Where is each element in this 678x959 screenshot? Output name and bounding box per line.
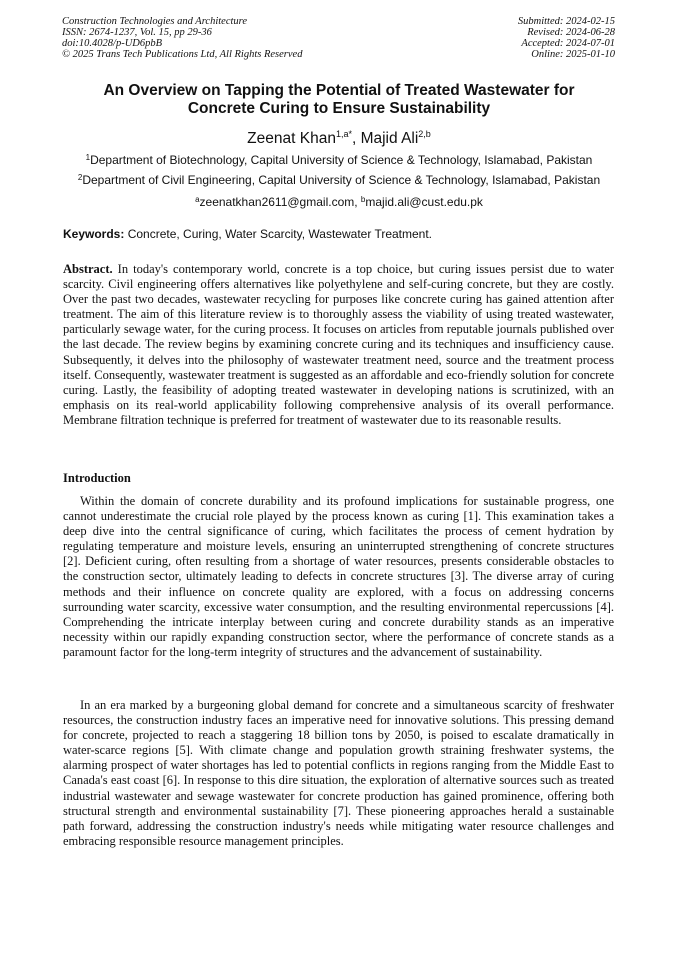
title-line-2: Concrete Curing to Ensure Sustainability xyxy=(187,100,491,117)
author-1-affiliation-marker: 1,a* xyxy=(335,129,352,139)
section-heading-introduction: Introduction xyxy=(63,471,131,485)
journal-name: Construction Technologies and Architecture xyxy=(62,16,248,27)
revised-date: Revised: 2024-06-28 xyxy=(527,27,615,38)
abstract-label: Abstract. xyxy=(63,262,113,276)
journal-info xyxy=(62,16,302,60)
keywords xyxy=(63,227,618,242)
email-a[interactable]: zeenatkhan2611@gmail.com, xyxy=(199,195,361,209)
affiliation-2 xyxy=(40,171,638,187)
keywords-label: Keywords: xyxy=(63,227,125,241)
affiliation-1-text: Department of Biotechnology, Capital University of Science & Technology, Islamabad, Pakistan xyxy=(90,153,593,167)
author-separator: , xyxy=(351,130,361,147)
paper-title xyxy=(60,82,618,118)
introduction-paragraph-2: In an era marked by a burgeoning global demand for concrete and a simultaneous scarcity of freshwater resources, the construction industry faces an imperative need for innovative solutions. This pressing demand for concrete, projected to reach a staggering 18 billion tons by 2050, is poised to escalate dramatically in water-scarce regions [5]. With climate change and population growth straining freshwater systems, the alarming prospect of water shortages has led to potential conflicts in regions ranging from the Middle East to Canada's east coast [6]. In response to this dire situation, the exploration of alternative sources such as treated industrial wastewater and sewage wastewater for concrete production has gained prominence, offering both structural strength and environmental sustainability [7]. These pioneering approaches herald a sustainable path forward, addressing the construction industry's needs while mitigating water resource challenges and embracing responsible resource management principles. xyxy=(63,698,614,848)
email-b[interactable]: majid.ali@cust.edu.pk xyxy=(365,195,483,209)
email-a-marker: a xyxy=(195,195,200,204)
affiliation-2-marker: 2 xyxy=(77,173,83,182)
introduction-paragraph-1: Within the domain of concrete durability and its profound implications for sustainable progress, one cannot underestimate the crucial role played by the process known as curing [1]. This examination takes a deep dive into the central significance of curing, which facilitates the process of cement hydration by regulating temperature and moisture levels, ensuring an uninterrupted strengthening of concrete structures [2]. Deficient curing, often resulting from a shortage of water resources, presents considerable obstacles to the construction sector, ultimately leading to defects in concrete structures [3]. The diverse array of curing methods and their influence on concrete quality are explored, with a focus on addressing concerns surrounding water scarcity, excessive water consumption, and the resulting environmental repercussions [4]. Comprehending the intricate interplay between curing and concrete durability stands as an imperative necessity within our rapidly expanding construction sector, where the performance of concrete stands as a paramount factor for the long-term integrity of structures and the advancement of sustainability. xyxy=(63,494,614,659)
email-b-marker: b xyxy=(360,195,366,204)
issn-volume: ISSN: 2674-1237, Vol. 15, pp 29-36 xyxy=(62,27,212,38)
author-2-affiliation-marker: 2,b xyxy=(418,129,431,139)
online-date: Online: 2025-01-10 xyxy=(531,49,615,60)
doi[interactable]: doi:10.4028/p-UD6pbB xyxy=(62,38,163,49)
author-1-name: Zeenat Khan xyxy=(247,130,336,147)
affiliation-1 xyxy=(40,151,638,167)
copyright: © 2025 Trans Tech Publications Ltd, All Rights Reserved xyxy=(62,49,303,60)
accepted-date: Accepted: 2024-07-01 xyxy=(521,38,615,49)
title-line-1: An Overview on Tapping the Potential of Treated Wastewater for xyxy=(103,82,575,99)
affiliation-1-marker: 1 xyxy=(85,153,91,162)
affiliation-2-text: Department of Civil Engineering, Capital University of Science & Technology, Islamabad, Pakistan xyxy=(82,173,601,187)
abstract xyxy=(63,262,614,428)
author-2-name: Majid Ali xyxy=(360,130,419,147)
author-emails xyxy=(40,193,638,209)
abstract-text: In today's contemporary world, concrete is a top choice, but curing issues persist due to water scarcity. Civil engineering offers alternatives like polyethylene and self-curing concrete, but they are costly. Over the past two decades, wastewater recycling for purposes like concrete curing has gained attention after treatment. The aim of this literature review is to thoroughly assess the viability of using treated wastewater, particularly sewage water, for the curing process. It focuses on articles from reputable journals published over the last decade. The review begins by examining concrete curing and its techniques and insufficiency cause. Subsequently, it delves into the philosophy of wastewater treatment need, source and the treatment process itself. Consequently, wastewater treatment is suggested as an affordable and eco-friendly solution for concrete curing. Lastly, the feasibility of adopting treated wastewater in developing nations is scrutinized, with an emphasis on its real-world applicability following comprehensive analysis of its overall performance. Membrane filtration technique is preferred for treatment of wastewater due to its reasonable results. xyxy=(63,262,614,427)
publication-dates xyxy=(518,16,615,60)
keywords-text: Concrete, Curing, Water Scarcity, Wastewater Treatment. xyxy=(124,227,433,241)
submitted-date: Submitted: 2024-02-15 xyxy=(517,16,615,27)
author-list xyxy=(60,124,618,149)
